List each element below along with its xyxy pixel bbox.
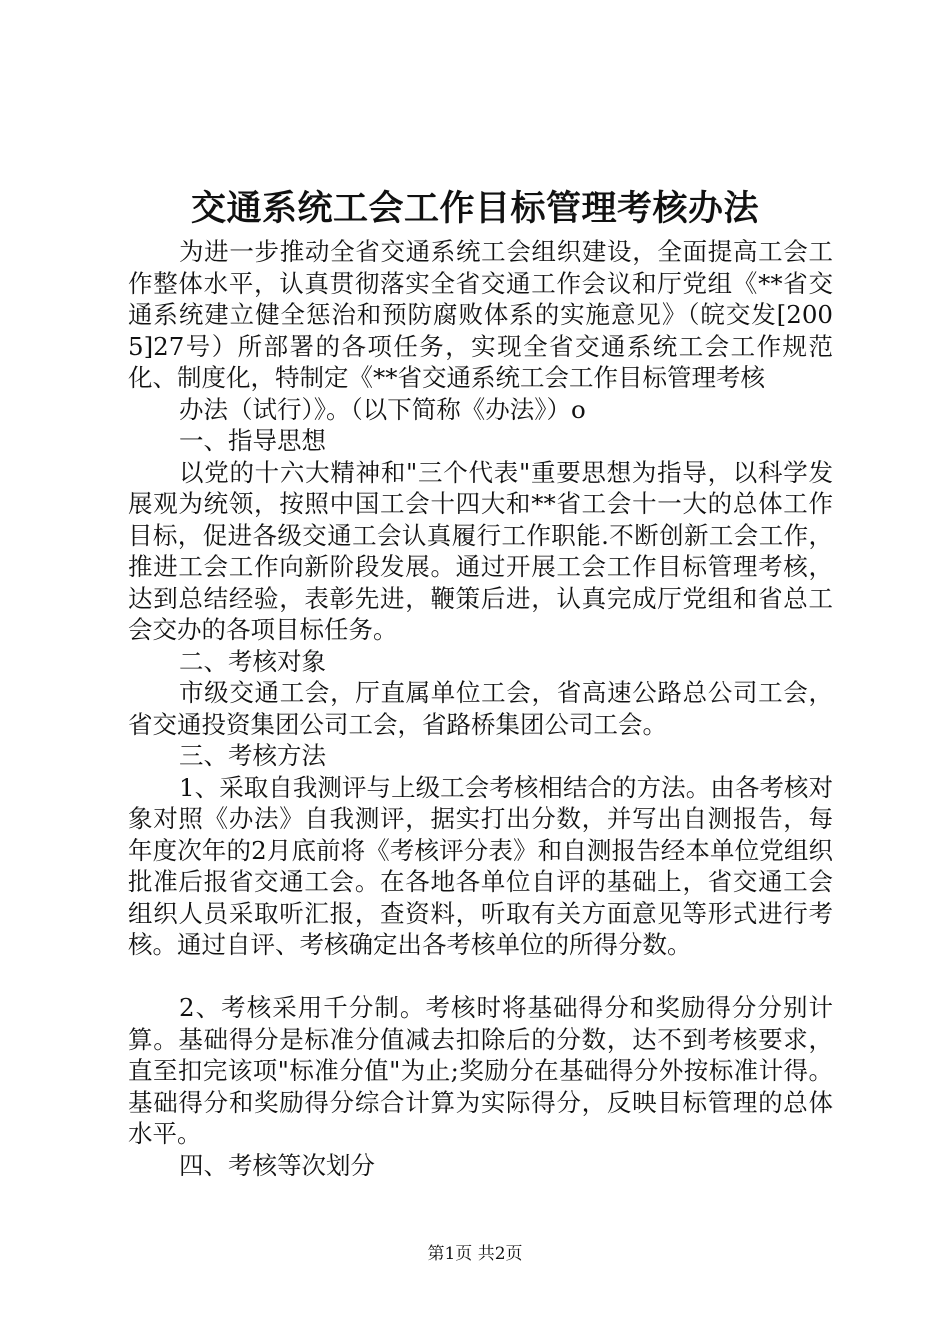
- section-item-self-evaluation: 1、采取自我测评与上级工会考核相结合的方法。由各考核对象对照《办法》自我测评，据实打出分数，并写出自测报告，每年度次年的2月底前将《考核评分表》和自测报告经本单位党组织批准后报省交通工会。在各地各单位自评的基础上，省交通工会组织人员采取听汇报，查资料，听取有关方面意见等形式进行考核。通过自评、考核确定出各考核单位的所得分数。: [128, 772, 833, 959]
- section-paragraph-guiding-ideology: 以党的十六大精神和"三个代表"重要思想为指导，以科学发展观为统领，按照中国工会十四大和**省工会十一大的总体工作目标，促进各级交通工会认真履行工作职能.不断创新工会工作，推进工会工作向新阶段发展。通过开展工会工作目标管理考核，达到总结经验，表彰先进，鞭策后进，认真完成厅党组和省总工会交办的各项目标任务。: [128, 457, 833, 644]
- section-heading-assessment-method: 三、考核方法: [179, 741, 326, 770]
- document-body: [128, 236, 833, 1181]
- section-paragraph-assessment-targets: 市级交通工会，厅直属单位工会，省高速公路总公司工会，省交通投资集团公司工会，省路桥集团公司工会。: [128, 678, 833, 739]
- page-number-indicator: 第1页 共2页: [427, 1244, 523, 1264]
- section-heading-assessment-targets: 二、考核对象: [179, 646, 326, 676]
- paragraph-gap: [128, 961, 833, 993]
- page-title: 交通系统工会工作目标管理考核办法: [190, 188, 759, 229]
- intro-paragraph-continued: 办法（试行）》。（以下简称《办法》）o: [179, 394, 586, 424]
- intro-paragraph: 为进一步推动全省交通系统工会组织建设，全面提高工会工作整体水平，认真贯彻落实全省交通工作会议和厅党组《**省交通系统建立健全惩治和预防腐败体系的实施意见》（皖交发[2005]27号）所部署的各项任务，实现全省交通系统工会工作规范化、制度化，特制定《**省交通系统工会工作目标管理考核: [128, 237, 833, 392]
- section-heading-guiding-ideology: 一、指导思想: [179, 426, 326, 455]
- section-heading-grade-division: 四、考核等次划分: [179, 1150, 375, 1180]
- section-item-scoring-system: 2、考核采用千分制。考核时将基础得分和奖励得分分别计算。基础得分是标准分值减去扣除后的分数，达不到考核要求，直至扣完该项"标准分值"为止;奖励分在基础得分外按标准计得。基础得分和奖励得分综合计算为实际得分，反映目标管理的总体水平。: [128, 993, 833, 1148]
